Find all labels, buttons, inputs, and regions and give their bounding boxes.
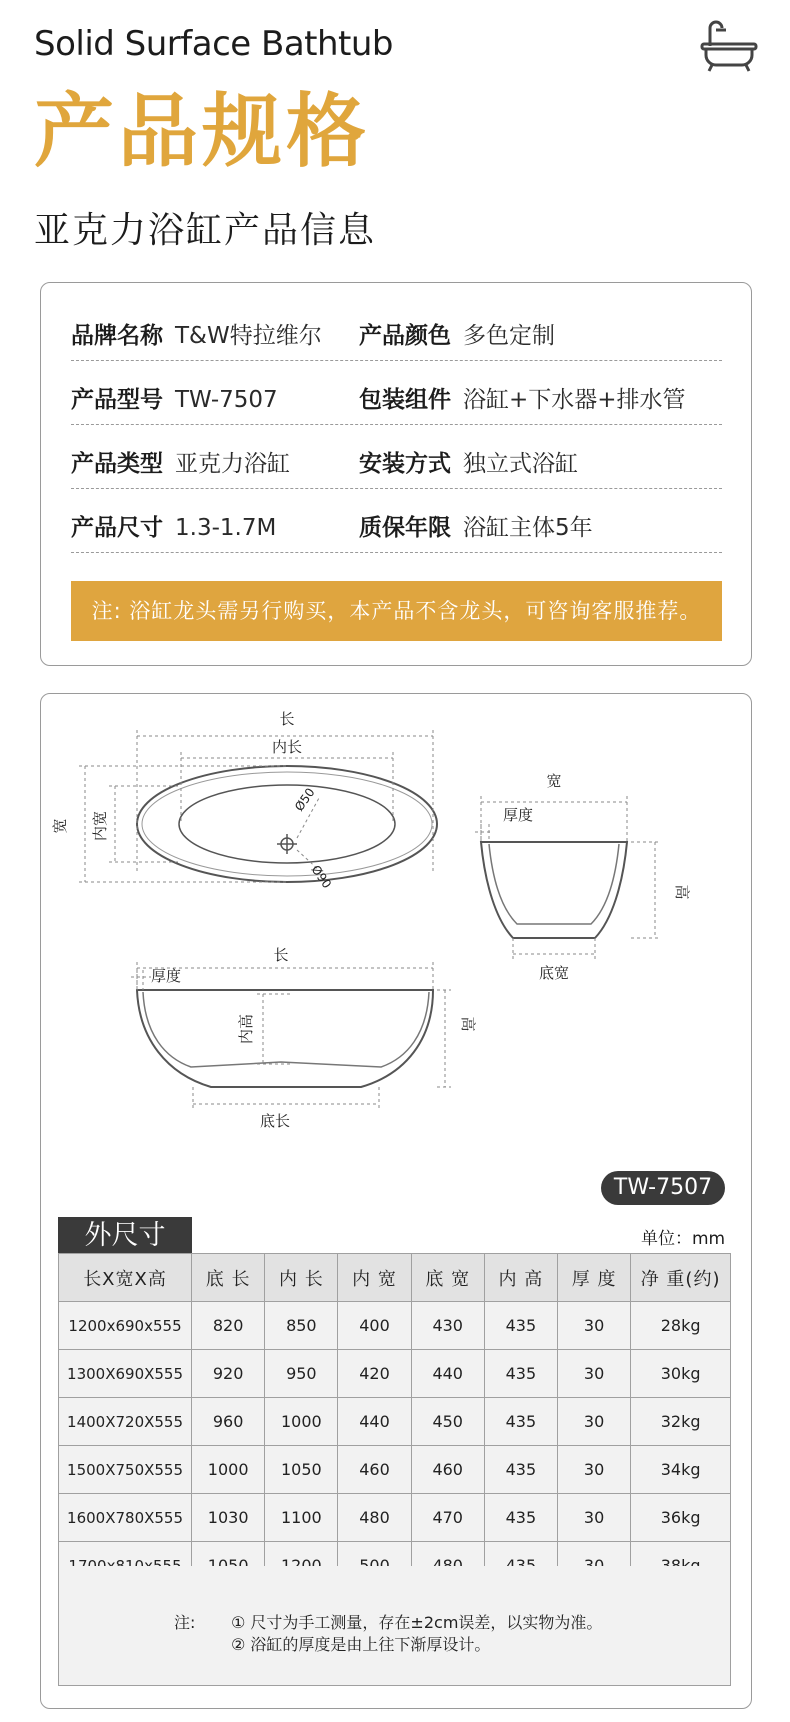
top-inner-length-label: 内长 xyxy=(271,738,303,756)
table-header: 内 长 xyxy=(265,1254,338,1302)
table-header-row xyxy=(59,1254,731,1302)
table-cell: 1100 xyxy=(265,1494,338,1542)
table-cell: 440 xyxy=(338,1398,411,1446)
table-cell: 30 xyxy=(558,1446,631,1494)
table-cell: 480 xyxy=(338,1494,411,1542)
table-cell: 435 xyxy=(484,1398,557,1446)
drain-d50-label: Ø50 xyxy=(291,785,318,814)
side-bottom-length-label: 底长 xyxy=(259,1112,291,1130)
header-subtitle: 亚克力浴缸产品信息 xyxy=(34,210,377,251)
table-row xyxy=(59,1350,731,1398)
table-header: 净 重(约) xyxy=(631,1254,731,1302)
table-header: 内 高 xyxy=(484,1254,557,1302)
top-length-label: 长 xyxy=(279,710,295,728)
table-cell: 435 xyxy=(484,1350,557,1398)
faucet-note-banner: 注: 浴缸龙头需另行购买，本产品不含龙头，可咨询客服推荐。 xyxy=(71,581,722,641)
info-key: 安装方式 xyxy=(359,451,451,477)
top-view xyxy=(79,694,437,882)
table-cell: 36kg xyxy=(631,1494,731,1542)
table-cell: 1000 xyxy=(192,1446,265,1494)
table-cell: 435 xyxy=(484,1302,557,1350)
info-key: 产品型号 xyxy=(71,387,163,413)
top-width-label: 宽 xyxy=(51,818,69,834)
table-cell: 460 xyxy=(411,1446,484,1494)
info-key: 产品尺寸 xyxy=(71,515,163,541)
table-row xyxy=(59,1494,731,1542)
table-row xyxy=(59,1302,731,1350)
table-note-label: 注: xyxy=(174,1613,196,1632)
side-height-label: 高 xyxy=(459,1016,477,1032)
table-cell: 950 xyxy=(265,1350,338,1398)
top-inner-width-label: 内宽 xyxy=(91,810,109,842)
table-cell: 1300X690X555 xyxy=(59,1350,192,1398)
table-row xyxy=(59,1446,731,1494)
info-row xyxy=(71,425,722,489)
table-cell: 30kg xyxy=(631,1350,731,1398)
table-header: 底 宽 xyxy=(411,1254,484,1302)
table-cell: 1050 xyxy=(265,1446,338,1494)
table-header: 内 宽 xyxy=(338,1254,411,1302)
table-cell: 28kg xyxy=(631,1302,731,1350)
info-value: 浴缸+下水器+排水管 xyxy=(463,387,686,413)
info-value: 亚克力浴缸 xyxy=(175,451,290,477)
outer-size-tab: 外尺寸 xyxy=(58,1217,192,1254)
info-row xyxy=(71,297,722,361)
table-cell: 32kg xyxy=(631,1398,731,1446)
bathtub-icon xyxy=(700,20,758,74)
model-badge: TW-7507 xyxy=(601,1171,725,1205)
table-cell: 34kg xyxy=(631,1446,731,1494)
product-info-card xyxy=(40,282,752,666)
table-note xyxy=(58,1566,731,1686)
info-key: 产品类型 xyxy=(71,451,163,477)
table-cell: 450 xyxy=(411,1398,484,1446)
table-cell: 430 xyxy=(411,1302,484,1350)
info-value: 1.3-1.7M xyxy=(175,515,277,541)
table-cell: 400 xyxy=(338,1302,411,1350)
table-cell: 1400X720X555 xyxy=(59,1398,192,1446)
info-value: 浴缸主体5年 xyxy=(463,515,593,541)
table-cell: 1200x690x555 xyxy=(59,1302,192,1350)
table-cell: 460 xyxy=(338,1446,411,1494)
header-title-cn: 产品规格 xyxy=(34,85,370,178)
table-cell: 30 xyxy=(558,1494,631,1542)
header-title-en: Solid Surface Bathtub xyxy=(34,24,394,64)
table-cell: 435 xyxy=(484,1446,557,1494)
table-cell: 30 xyxy=(558,1350,631,1398)
bathtub-dimension-diagram xyxy=(41,694,751,1214)
info-key: 质保年限 xyxy=(359,515,451,541)
table-cell: 1000 xyxy=(265,1398,338,1446)
table-note-line-1: ① 尺寸为手工测量，存在±2cm误差，以实物为准。 xyxy=(231,1613,603,1632)
info-value: 独立式浴缸 xyxy=(463,451,578,477)
table-cell: 1500X750X555 xyxy=(59,1446,192,1494)
table-row xyxy=(59,1398,731,1446)
table-cell: 850 xyxy=(265,1302,338,1350)
info-key: 包装组件 xyxy=(359,387,451,413)
info-value: TW-7507 xyxy=(175,387,278,413)
info-row xyxy=(71,489,722,553)
table-cell: 820 xyxy=(192,1302,265,1350)
info-key: 产品颜色 xyxy=(359,323,451,349)
info-row xyxy=(71,361,722,425)
end-bottom-width-label: 底宽 xyxy=(538,964,570,982)
table-cell: 1600X780X555 xyxy=(59,1494,192,1542)
dimension-diagram-card xyxy=(40,693,752,1709)
table-cell: 960 xyxy=(192,1398,265,1446)
end-thickness-label: 厚度 xyxy=(503,806,534,824)
spec-table xyxy=(58,1253,731,1590)
table-header: 长X宽X高 xyxy=(59,1254,192,1302)
info-value: 多色定制 xyxy=(463,323,555,349)
table-cell: 440 xyxy=(411,1350,484,1398)
info-key: 品牌名称 xyxy=(71,323,163,349)
end-width-label: 宽 xyxy=(546,772,562,790)
table-cell: 470 xyxy=(411,1494,484,1542)
side-length-label: 长 xyxy=(273,946,289,964)
table-cell: 30 xyxy=(558,1302,631,1350)
side-inner-height-label: 内高 xyxy=(237,1013,255,1045)
table-header: 底 长 xyxy=(192,1254,265,1302)
table-cell: 435 xyxy=(484,1494,557,1542)
table-cell: 420 xyxy=(338,1350,411,1398)
end-height-label: 高 xyxy=(673,884,691,900)
table-header: 厚 度 xyxy=(558,1254,631,1302)
unit-label: 单位：mm xyxy=(641,1229,726,1249)
table-cell: 920 xyxy=(192,1350,265,1398)
table-cell: 1030 xyxy=(192,1494,265,1542)
info-value: T&W特拉维尔 xyxy=(175,323,322,349)
drain-d90-label: Ø90 xyxy=(308,862,335,891)
table-note-line-2: ② 浴缸的厚度是由上往下渐厚设计。 xyxy=(231,1635,491,1654)
side-thickness-label: 厚度 xyxy=(151,967,182,985)
table-cell: 30 xyxy=(558,1398,631,1446)
